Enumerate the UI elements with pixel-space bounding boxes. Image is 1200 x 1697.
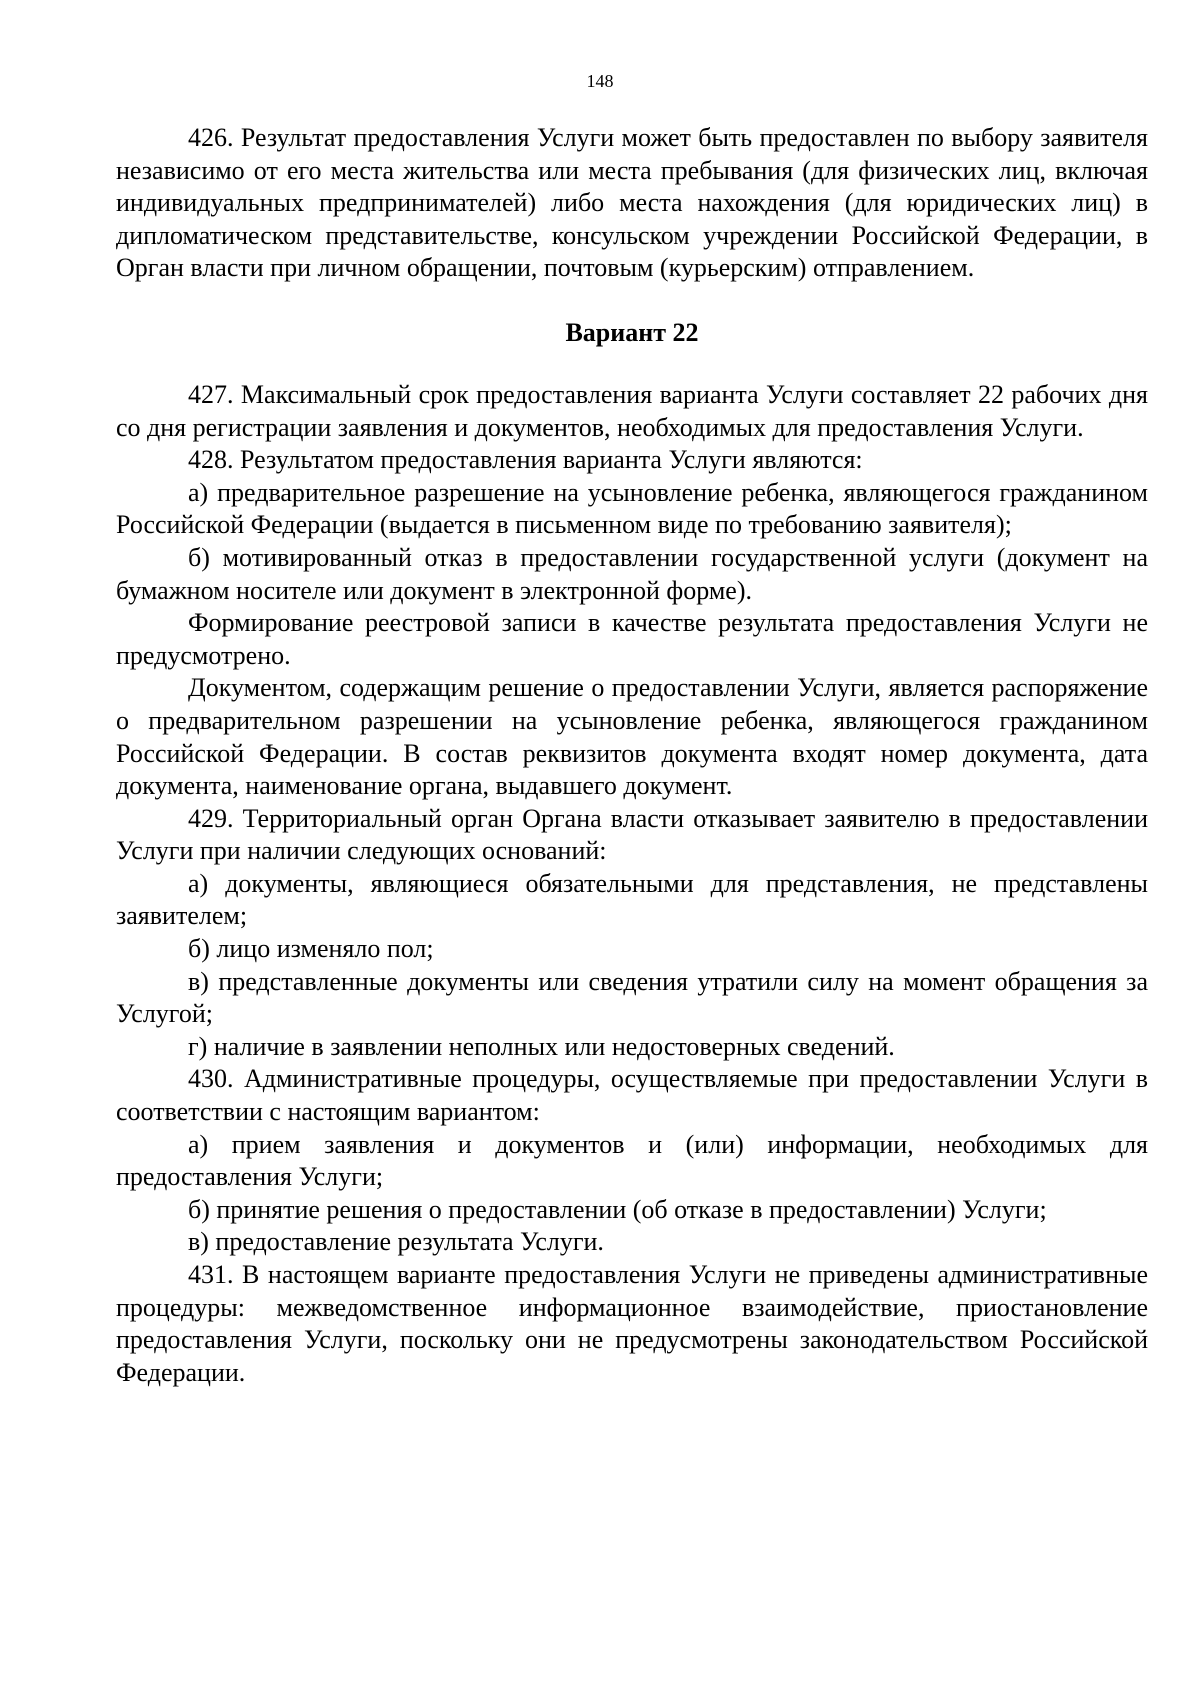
list-item-429-c: в) представленные документы или сведения утратили силу на момент обращения за Услугой; bbox=[116, 966, 1148, 1029]
list-item-429-b: б) лицо изменяло пол; bbox=[188, 934, 434, 964]
paragraph-decision-document: Документом, содержащим решение о предоставлении Услуги, является распоряжение о предварительном разрешении на усыновление ребенка, являющегося гражданином Российской Федерации. В состав реквизитов документа входят номер документа, дата документа, наименование органа, выдавшего документ. bbox=[116, 673, 1148, 801]
list-item-428-b: б) мотивированный отказ в предоставлении государственной услуги (документ на бумажном носителе или документ в электронной форме). bbox=[116, 542, 1148, 605]
paragraph-431: 431. В настоящем варианте предоставления Услуги не приведены административные процедуры: межведомственное информационное взаимодействие, приостановление предоставления Услуги, поскольку они не предусмотрены законодательством Российской Федерации. bbox=[116, 1260, 1148, 1387]
list-item-430-a: а) прием заявления и документов и (или) информации, необходимых для предоставления Услуги; bbox=[116, 1129, 1148, 1192]
paragraph-427: 427. Максимальный срок предоставления варианта Услуги составляет 22 рабочих дня со дня регистрации заявления и документов, необходимых для предоставления Услуги. bbox=[116, 379, 1148, 442]
list-item-429-a: а) документы, являющиеся обязательными для представления, не представлены заявителем; bbox=[116, 868, 1148, 931]
paragraph-429: 429. Территориальный орган Органа власти отказывает заявителю в предоставлении Услуги при наличии следующих оснований: bbox=[116, 803, 1148, 866]
page-number: 148 bbox=[586, 71, 614, 91]
list-item-428-a: а) предварительное разрешение на усыновление ребенка, являющегося гражданином Российской Федерации (выдается в письменном виде по требованию заявителя); bbox=[116, 477, 1148, 540]
list-item-430-c: в) предоставление результата Услуги. bbox=[188, 1227, 604, 1257]
paragraph-430: 430. Административные процедуры, осуществляемые при предоставлении Услуги в соответствии с настоящим вариантом: bbox=[116, 1064, 1148, 1127]
document-body bbox=[116, 122, 1148, 1389]
paragraph-registry-note: Формирование реестровой записи в качестве результата предоставления Услуги не предусмотрено. bbox=[116, 608, 1148, 670]
section-heading: Вариант 22 bbox=[565, 317, 699, 347]
list-item-429-d: г) наличие в заявлении неполных или недостоверных сведений. bbox=[188, 1031, 895, 1061]
paragraph-426: 426. Результат предоставления Услуги может быть предоставлен по выбору заявителя независимо от его места жительства или места пребывания (для физических лиц, включая индивидуальных предпринимателей) либо места нахождения (для юридических лиц) в дипломатическом представительстве, консульском учреждении Российской Федерации, в Орган власти при личном обращении, почтовым (курьерским) отправлением. bbox=[116, 123, 1148, 283]
paragraph-428: 428. Результатом предоставления варианта Услуги являются: bbox=[188, 445, 863, 475]
list-item-430-b: б) принятие решения о предоставлении (об отказе в предоставлении) Услуги; bbox=[188, 1194, 1047, 1224]
